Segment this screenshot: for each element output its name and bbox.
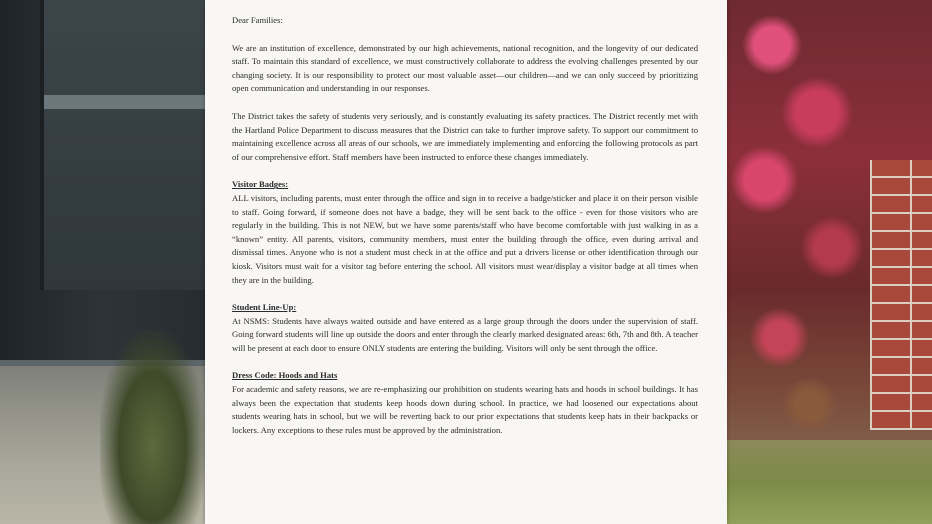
brick-wall — [870, 160, 932, 430]
window-pane — [40, 0, 209, 290]
letter-text — [232, 14, 698, 437]
section-body-dress-code: For academic and safety reasons, we are re-emphasizing our prohibition on students wearing hats and hoods in school buildings. It has always been the expectation that students keep hoods down during school. In practice, we had loosened our expectations about students wearing hats in school, but we will be reverting back to our prior expectations that students keep hats in their backpacks or lockers. Any exceptions to these rules must be approved by the administration. — [232, 384, 698, 435]
grass — [727, 440, 932, 524]
section-heading-dress-code: Dress Code: Hoods and Hats — [232, 370, 338, 381]
window-bar — [44, 95, 205, 109]
section-body-visitor-badges: ALL visitors, including parents, must enter through the office and sign in to receive a badge/sticker and place it on their person visible to staff. Going forward, if someone does not have a badge, they will be sent back to the office - even for those visitors who are regularly in the building. This is not NEW, but we have some parents/staff who have become comfortable with just walking in as a “known” entity. All parents, visitors, community members, must enter the building through the office, even during arrival and dismissal times. Anyone who is not a student must check in at the office and put a drivers license or other identification through our kiosk. Visitors must wait for a visitor tag before entering the school. All visitors must wear/display a visitor badge at all times when they are in the building. — [232, 192, 698, 285]
intro-paragraph: We are an institution of excellence, demonstrated by our high achievements, national recognition, and the longevity of our dedicated staff. To maintain this standard of excellence, we must constructively collaborate to address the evolving challenges presented by our changing society. It is our responsibility to protect our most valuable asset—our children—and we can only succeed by prioritizing open communication and understanding in our responses. — [232, 42, 698, 94]
flower-bush — [727, 0, 877, 450]
section-heading-student-line-up: Student Line-Up: — [232, 302, 297, 313]
district-paragraph: The District takes the safety of students very seriously, and is constantly evaluating its safety practices. The District recently met with the Hartland Police Department to discuss measures that the District can take to further improve safety. To support our commitment to maintaining excellence across all areas of our schools, we are immediately implementing and enforcing the following protocols as part of our comprehensive effort. Staff members have been instructed to enforce these changes immediately. — [232, 110, 698, 162]
weeds — [100, 330, 205, 524]
section-heading-visitor-badges: Visitor Badges: — [232, 179, 289, 190]
section-body-student-line-up: At NSMS: Students have always waited outside and have entered as a large group through the doors under the supervision of staff. Going forward students will line up outside the doors and enter through the clearly marked designated areas: 6th, 7th and 8th. A teacher will be present at each door to ensure ONLY students are entering the building. Visitors will only be sent through the office. — [232, 315, 698, 353]
salutation: Dear Families: — [232, 15, 283, 25]
